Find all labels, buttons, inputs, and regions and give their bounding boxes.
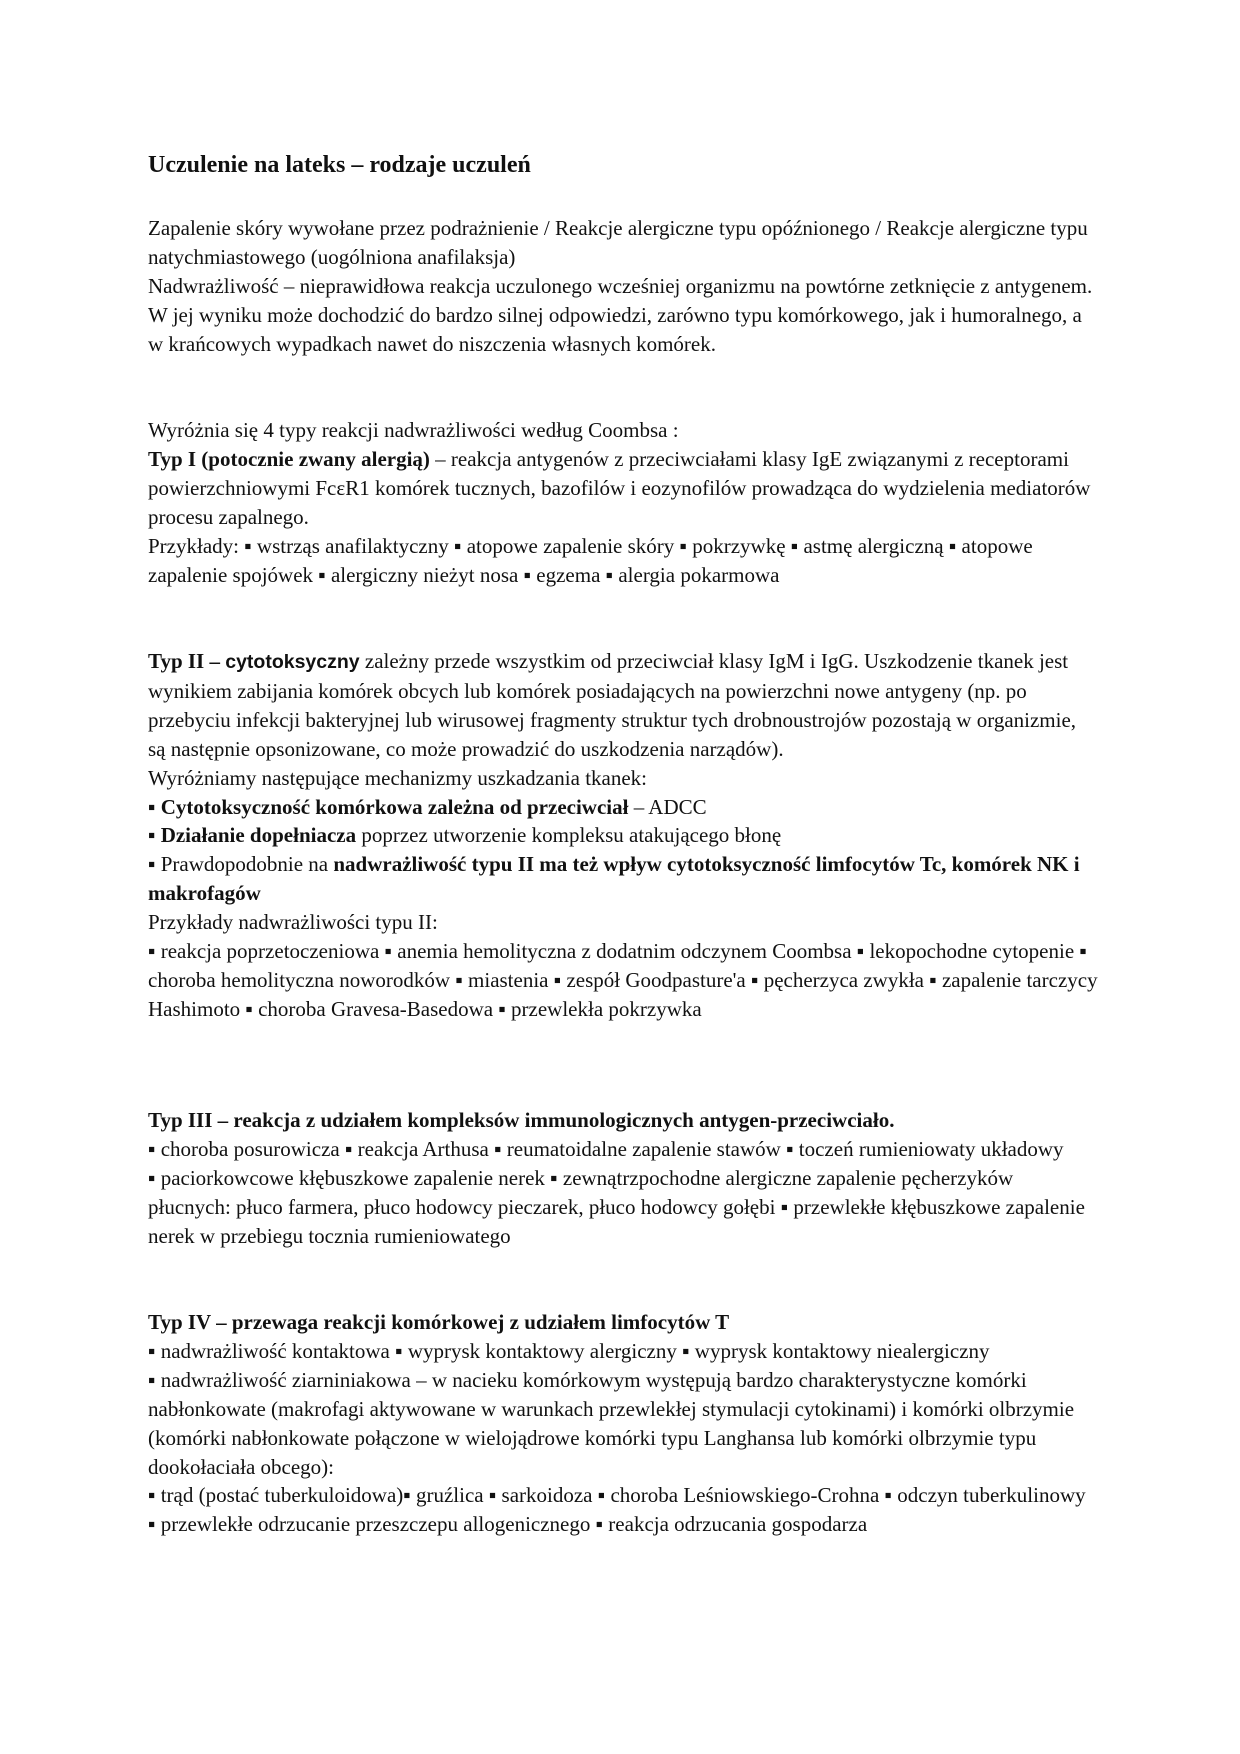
mechanism-1-text: – ADCC <box>628 794 707 819</box>
type2-mechanism-2 <box>148 821 1098 850</box>
type2-heading-prefix: Typ II – <box>148 649 226 673</box>
type2-paragraph <box>148 647 1098 764</box>
coombs-lead: Wyróżnia się 4 typy reakcji nadwrażliwości według Coombsa : <box>148 418 679 442</box>
mechanism-3-bold: nadwrażliwość typu II ma też wpływ cytotoksyczność limfocytów Tc, komórek NK i makrofagów <box>148 852 1080 906</box>
type1-heading: Typ I (potocznie zwany alergią) <box>148 446 430 471</box>
type3-list-1: ▪ choroba posurowicza ▪ reakcja Arthusa ▪ reumatoidalne zapalenie stawów ▪ toczeń rumieniowaty układowy <box>148 1136 1064 1161</box>
type4-list-2: ▪ nadwrażliwość ziarniniakowa – w nacieku komórkowym występują bardzo charakterystyczne komórki nabłonkowate (makrofagi aktywowane w warunkach przewlekłej stymulacji cytokinami) i komórki olbrzymie (komórki nabłonkowate połączone w wielojądrowe komórki typu Langhansa lub komórki olbrzymie typu dookołaciała obcego): <box>148 1367 1075 1479</box>
type2-mechanism-1 <box>148 793 1098 822</box>
type4-list-3: ▪ trąd (postać tuberkuloidowa)▪ gruźlica ▪ sarkoidoza ▪ choroba Leśniowskiego-Crohna ▪ odczyn tuberkulinowy <box>148 1483 1086 1508</box>
type2-mechanism-3 <box>148 850 1098 908</box>
type4-heading: Typ IV – przewaga reakcji komórkowej z udziałem limfocytów T <box>148 1310 730 1334</box>
type3-section <box>148 1106 1098 1251</box>
type3-heading: Typ III – reakcja z udziałem kompleksów immunologicznych antygen-przeciwciało. <box>148 1108 895 1132</box>
type2-heading: cytotoksyczny <box>225 651 360 673</box>
document-title: Uczulenie na lateks – rodzaje uczuleń <box>148 152 531 178</box>
intro-paragraph-1: Zapalenie skóry wywołane przez podrażnienie / Reakcje alergiczne typu opóźnionego / Reakcje alergiczne typu natychmiastowego (uogólniona anafilaksja) <box>148 216 1088 269</box>
mechanism-3-text: ▪ Prawdopodobnie na <box>148 852 334 877</box>
mechanism-2-bold: ▪ Działanie dopełniacza <box>148 823 357 848</box>
type1-section <box>148 416 1098 589</box>
type2-section <box>148 647 1098 1024</box>
type2-examples-lead: Przykłady nadwrażliwości typu II: <box>148 910 438 935</box>
type1-examples: Przykłady: ▪ wstrząs anafilaktyczny ▪ atopowe zapalenie skóry ▪ pokrzywkę ▪ astmę alergiczną ▪ atopowe zapalenie spojówek ▪ alergiczny nieżyt nosa ▪ egzema ▪ alergia pokarmowa <box>148 533 1033 587</box>
type1-text: – reakcja antygenów z przeciwciałami klasy IgE związanymi z receptorami powierzchniowymi FcεR1 komórek tucznych, bazofilów i eozynofilów prowadząca do wydzielenia mediatorów procesu zapalnego. <box>148 446 1091 529</box>
mechanism-2-text: poprzez utworzenie kompleksu atakującego błonę <box>356 823 782 848</box>
type1-paragraph <box>148 445 1098 532</box>
type2-text: zależny przede wszystkim od przeciwciał klasy IgM i IgG. Uszkodzenie tkanek jest wynikiem zabijania komórek obcych lub komórek posiadających na powierzchni nowe antygeny (np. po przebyciu infekcji bakteryjnej lub wirusowej fragmenty struktur tych drobnoustrojów pozostają w organizmie, są następnie opsonizowane, co może prowadzić do uszkodzenia narządów). <box>148 649 1077 761</box>
type4-list-4: ▪ przewlekłe odrzucanie przeszczepu allogenicznego ▪ reakcja odrzucania gospodarza <box>148 1512 868 1537</box>
type4-section <box>148 1308 1098 1539</box>
type2-mechanisms-lead: Wyróżniamy następujące mechanizmy uszkadzania tkanek: <box>148 765 648 790</box>
type3-list-2: ▪ paciorkowcowe kłębuszkowe zapalenie nerek ▪ zewnątrzpochodne alergiczne zapalenie pęcherzyków płucnych: płuco farmera, płuco hodowcy pieczarek, płuco hodowcy gołębi ▪ przewlekłe kłębuszkowe zapalenie nerek w przebiegu tocznia rumieniowatego <box>148 1165 1085 1248</box>
mechanism-1-bold: ▪ Cytotoksyczność komórkowa zależna od przeciwciał <box>148 794 629 819</box>
intro-paragraph-2: Nadwrażliwość – nieprawidłowa reakcja uczulonego wcześniej organizmu na powtórne zetknięcie z antygenem. W jej wyniku może dochodzić do bardzo silnej odpowiedzi, zarówno typu komórkowego, jak i humoralnego, a w krańcowych wypadkach nawet do niszczenia własnych komórek. <box>148 273 1093 356</box>
type4-list-1: ▪ nadwrażliwość kontaktowa ▪ wyprysk kontaktowy alergiczny ▪ wyprysk kontaktowy niealergiczny <box>148 1338 990 1363</box>
intro-section <box>148 214 1098 359</box>
type2-examples: ▪ reakcja poprzetoczeniowa ▪ anemia hemolityczna z dodatnim odczynem Coombsa ▪ lekopochodne cytopenie ▪ choroba hemolityczna noworodków ▪ miastenia ▪ zespół Goodpasture'a ▪ pęcherzyca zwykła ▪ zapalenie tarczycy Hashimoto ▪ choroba Gravesa-Basedowa ▪ przewlekła pokrzywka <box>148 939 1098 1021</box>
